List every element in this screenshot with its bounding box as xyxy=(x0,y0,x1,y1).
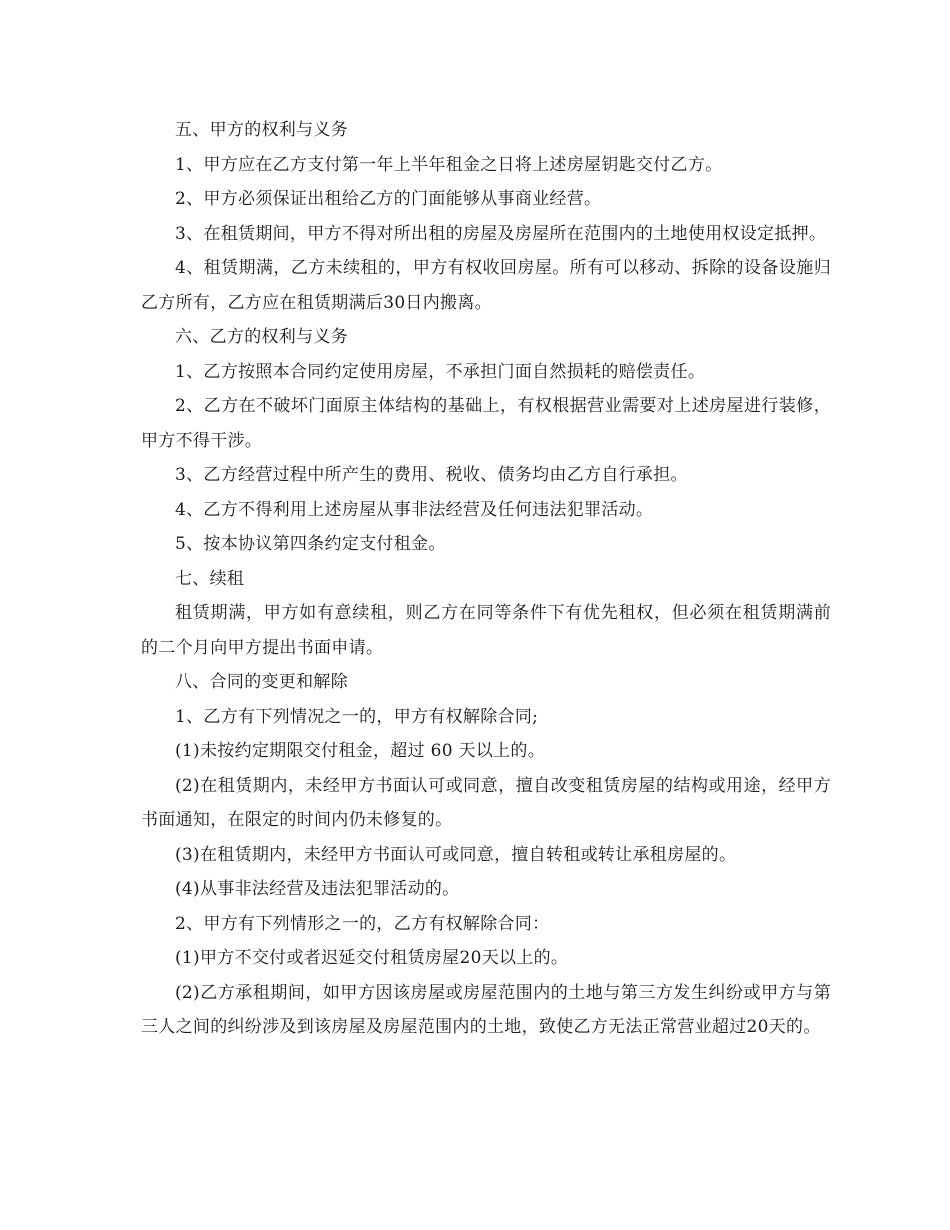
section-heading-7: 七、续租 xyxy=(175,568,245,589)
paragraph: (2)乙方承租期间，如甲方因该房屋或房屋范围内的土地与第三方发生纠纷或甲方与第三人之间的纠纷涉及到该房屋及房屋范围内的土地，致使乙方无法正常营业超过20天的。 xyxy=(141,982,831,1037)
section-heading-8: 八、合同的变更和解除 xyxy=(175,672,348,692)
document-body xyxy=(141,113,831,1045)
paragraph: (1)甲方不交付或者迟延交付租赁房屋20天以上的。 xyxy=(175,948,569,968)
paragraph: (4)从事非法经营及违法犯罪活动的。 xyxy=(175,879,460,899)
section-heading-5: 五、甲方的权利与义务 xyxy=(175,120,348,140)
paragraph: 2、甲方有下列情形之一的，乙方有权解除合同： xyxy=(175,913,550,934)
paragraph: 5、按本协议第四条约定支付租金。 xyxy=(175,534,446,554)
paragraph: 2、甲方必须保证出租给乙方的门面能够从事商业经营。 xyxy=(175,189,602,209)
paragraph: 1、乙方有下列情况之一的，甲方有权解除合同; xyxy=(175,706,539,727)
paragraph: (2)在租赁期内，未经甲方书面认可或同意，擅自改变租赁房屋的结构或用途，经甲方书面通知，在限定的时间内仍未修复的。 xyxy=(141,775,831,830)
section-heading-6: 六、乙方的权利与义务 xyxy=(175,327,348,347)
paragraph: 1、乙方按照本合同约定使用房屋，不承担门面自然损耗的赔偿责任。 xyxy=(175,361,706,382)
paragraph: 3、乙方经营过程中所产生的费用、税收、债务均由乙方自行承担。 xyxy=(175,465,688,485)
paragraph: (1)未按约定期限交付租金，超过 60 天以上的。 xyxy=(175,741,546,761)
paragraph: (3)在租赁期内，未经甲方书面认可或同意，擅自转租或转让承租房屋的。 xyxy=(175,844,737,865)
paragraph: 租赁期满，甲方如有意续租，则乙方在同等条件下有优先租权，但必须在租赁期满前的二个月向甲方提出书面申请。 xyxy=(141,603,831,658)
paragraph: 4、租赁期满，乙方未续租的，甲方有权收回房屋。所有可以移动、拆除的设备设施归乙方所有，乙方应在租赁期满后30日内搬离。 xyxy=(141,258,831,313)
paragraph: 1、甲方应在乙方支付第一年上半年租金之日将上述房屋钥匙交付乙方。 xyxy=(175,154,723,175)
paragraph: 3、在租赁期间，甲方不得对所出租的房屋及房屋所在范围内的土地使用权设定抵押。 xyxy=(175,223,827,244)
paragraph: 2、乙方在不破坏门面原主体结构的基础上，有权根据营业需要对上述房屋进行装修，甲方不得干涉。 xyxy=(141,396,831,451)
paragraph: 4、乙方不得利用上述房屋从事非法经营及任何违法犯罪活动。 xyxy=(175,499,654,520)
